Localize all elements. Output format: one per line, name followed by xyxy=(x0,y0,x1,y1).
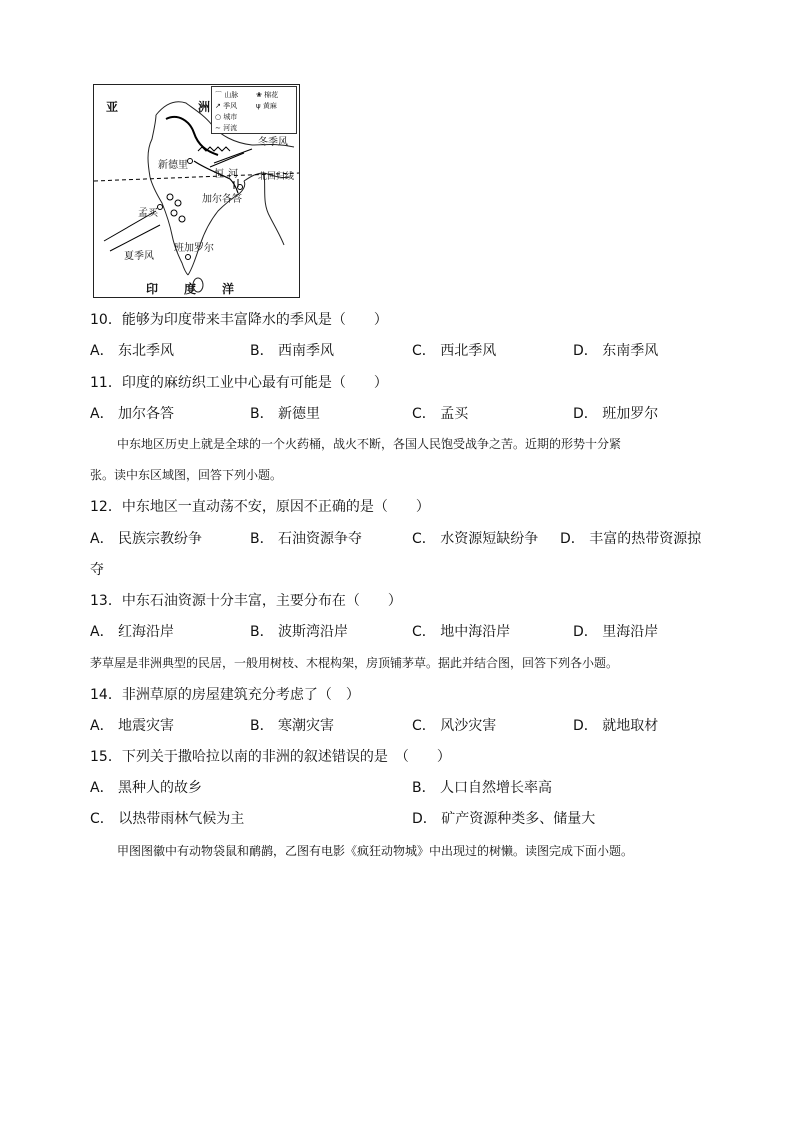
question-11-option-a[interactable]: A． 加尔各答 xyxy=(90,406,175,422)
question-13-option-b[interactable]: B． 波斯湾沿岸 xyxy=(250,624,349,640)
question-12-stem: 12．中东地区一直动荡不安，原因不正确的是（ ） xyxy=(90,499,430,515)
question-15-stem: 15．下列关于撒哈拉以南的非洲的叙述错误的是 （ ） xyxy=(90,749,451,765)
mountain-symbols xyxy=(198,147,230,151)
northwest-border xyxy=(148,115,156,177)
question-13-option-a[interactable]: A． 红海沿岸 xyxy=(90,624,175,640)
mumbai-dot xyxy=(158,205,163,210)
legend-river: ∼ 河流 xyxy=(215,124,238,132)
legend-monsoon: ↗ 季风 xyxy=(215,102,238,110)
winter-monsoon-arrow-2 xyxy=(210,153,244,167)
map-label-summer-monsoon: 夏季风 xyxy=(124,251,154,262)
map-legend xyxy=(211,86,297,134)
question-15-option-a[interactable]: A． 黑种人的故乡 xyxy=(90,780,203,796)
passage-middle-east-line1: 中东地区历史上就是全球的一个火药桶，战火不断，各国人民饱受战争之苦。近期的形势十分紧 xyxy=(117,437,622,451)
question-14-stem: 14．非洲草原的房屋建筑充分考虑了（ ） xyxy=(90,687,360,703)
map-label-tropic: 北回归线 xyxy=(258,172,295,182)
question-11-option-b[interactable]: B． 新德里 xyxy=(250,406,321,422)
question-12-option-d-continued: 夺 xyxy=(90,562,104,578)
map-label-ocean-1: 印 xyxy=(146,282,159,296)
question-15-option-c[interactable]: C． 以热带雨林气候为主 xyxy=(90,811,245,827)
map-label-asia-left: 亚 xyxy=(106,100,119,114)
question-14-option-a[interactable]: A． 地震灾害 xyxy=(90,718,175,734)
legend-city: ○ 城市 xyxy=(215,113,238,121)
legend-mountain: ⌒ 山脉 xyxy=(215,91,239,99)
passage-africa-hut: 茅草屋是非洲典型的民居，一般用树枝、木棍构架，房顶铺茅草。据此并结合图，回答下列各小题。 xyxy=(90,656,619,670)
cotton-symbols xyxy=(167,194,185,222)
west-coast xyxy=(150,177,188,275)
new-delhi-dot xyxy=(188,159,193,164)
summer-monsoon-arrow-2 xyxy=(110,225,160,251)
question-12-option-a[interactable]: A． 民族宗教纷争 xyxy=(90,531,203,547)
map-label-bangalore: 班加罗尔 xyxy=(174,243,214,254)
question-14-option-d[interactable]: D． 就地取材 xyxy=(573,718,659,734)
question-10-option-d[interactable]: D． 东南季风 xyxy=(573,343,659,359)
map-label-ocean-2: 度 xyxy=(184,282,197,296)
map-label-asia-right: 洲 xyxy=(198,100,211,114)
question-11-option-c[interactable]: C． 孟买 xyxy=(412,406,469,422)
question-15-option-d[interactable]: D． 矿产资源种类多、储量大 xyxy=(412,811,596,827)
passage-animals: 甲图图徽中有动物袋鼠和鸸鹋，乙图有电影《疯狂动物城》中出现过的树懒。读图完成下面小题。 xyxy=(117,844,634,858)
question-14-option-c[interactable]: C． 风沙灾害 xyxy=(412,718,497,734)
east-border xyxy=(264,173,284,245)
question-13-stem: 13．中东石油资源十分丰富，主要分布在（ ） xyxy=(90,593,402,609)
map-label-new-delhi: 新德里 xyxy=(158,160,188,171)
question-10-option-a[interactable]: A． 东北季风 xyxy=(90,343,175,359)
legend-jute: ψ 黄麻 xyxy=(256,102,277,110)
question-11-stem: 11．印度的麻纺织工业中心最有可能是（ ） xyxy=(90,375,388,391)
winter-monsoon-arrow-1 xyxy=(214,149,252,163)
question-12-option-b[interactable]: B． 石油资源争夺 xyxy=(250,531,363,547)
map-label-ganges-2: 河 xyxy=(228,169,238,180)
question-13-option-c[interactable]: C． 地中海沿岸 xyxy=(412,624,511,640)
bangalore-dot xyxy=(186,255,191,260)
question-11-option-d[interactable]: D． 班加罗尔 xyxy=(573,406,659,422)
india-map-figure xyxy=(93,84,300,298)
map-label-ocean-3: 洋 xyxy=(222,282,235,296)
passage-middle-east-line2: 张。读中东区域图，回答下列小题。 xyxy=(90,468,283,482)
question-15-option-b[interactable]: B． 人口自然增长率高 xyxy=(412,780,553,796)
legend-cotton: ❀ 棉花 xyxy=(256,91,279,99)
map-label-mumbai: 孟买 xyxy=(138,208,158,219)
map-label-ganges-1: 恒 xyxy=(214,169,224,180)
question-10-option-b[interactable]: B． 西南季风 xyxy=(250,343,335,359)
question-10-option-c[interactable]: C． 西北季风 xyxy=(412,343,497,359)
question-14-option-b[interactable]: B． 寒潮灾害 xyxy=(250,718,335,734)
map-label-winter-monsoon: 冬季风 xyxy=(258,137,288,148)
question-12-option-d[interactable]: D． 丰富的热带资源掠 xyxy=(560,531,702,547)
map-label-kolkata: 加尔各答 xyxy=(202,194,242,205)
question-12-option-c[interactable]: C． 水资源短缺纷争 xyxy=(412,531,539,547)
question-13-option-d[interactable]: D． 里海沿岸 xyxy=(573,624,659,640)
question-10-stem: 10．能够为印度带来丰富降水的季风是（ ） xyxy=(90,312,388,328)
